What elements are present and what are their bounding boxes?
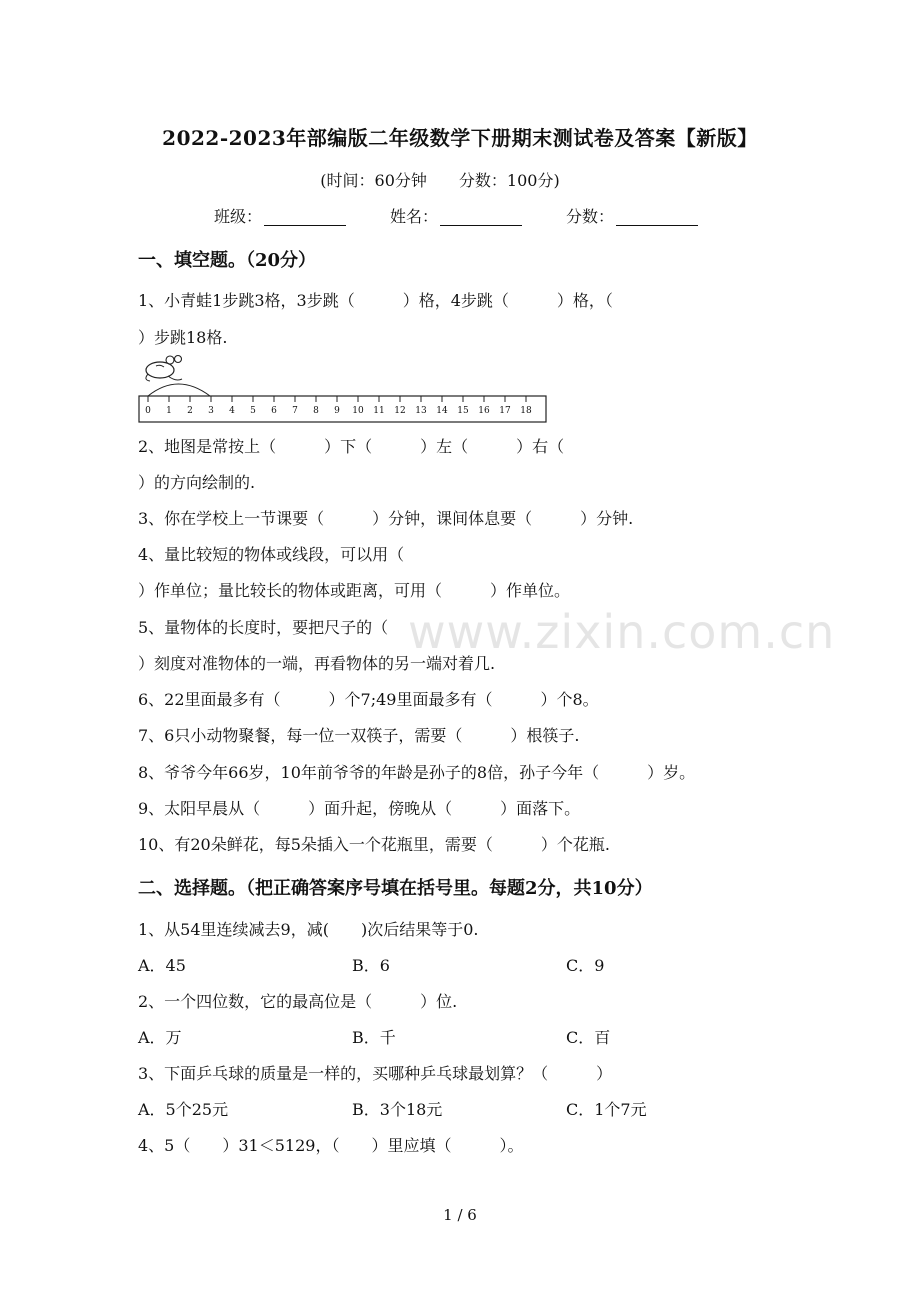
option-a: A．万 (138, 1028, 182, 1047)
number-line-label: 7 (292, 406, 298, 416)
class-blank (264, 209, 346, 226)
s1-line: 8、爷爷今年66岁，10年前爷爷的年龄是孙子的8倍，孙子今年（ ）岁。 (138, 763, 696, 782)
name-blank (440, 209, 522, 226)
number-line-label: 8 (313, 406, 319, 416)
number-line-label: 0 (145, 406, 151, 416)
s2-options (138, 1097, 778, 1119)
number-line-label: 15 (457, 406, 469, 416)
s1-line: 10、有20朵鲜花，每5朵插入一个花瓶里，需要（ ）个花瓶. (138, 835, 610, 854)
number-line-label: 2 (187, 406, 193, 416)
s1-line: 2、地图是常按上（ ）下（ ）左（ ）右（ (138, 437, 565, 456)
option-b: B．千 (352, 1028, 396, 1047)
s1-line: ）步跳18格. (138, 328, 228, 347)
number-line-label: 12 (394, 406, 406, 416)
option-c: C．百 (566, 1028, 611, 1047)
s1-line: 6、22里面最多有（ ）个7;49里面最多有（ ）个8。 (138, 690, 599, 709)
score-label: 分数： (566, 207, 615, 226)
s2-question: 4、5（ ）31＜5129，（ ）里应填（ ）。 (138, 1136, 524, 1155)
number-line-label: 18 (520, 406, 532, 416)
option-b: B．6 (352, 956, 390, 975)
watermark: www.zixin.com.cn (408, 605, 836, 659)
section2-title: 二、选择题。（把正确答案序号填在括号里。每题2分，共10分） (138, 878, 653, 899)
s2-options (138, 953, 778, 975)
number-line-label: 6 (271, 406, 277, 416)
s1-line: ）的方向绘制的. (138, 473, 256, 492)
s1-line: 7、6只小动物聚餐，每一位一双筷子，需要（ ）根筷子. (138, 726, 580, 745)
number-line-label: 13 (415, 406, 427, 416)
option-a: A．45 (138, 956, 186, 975)
frog-icon (146, 356, 182, 382)
number-line-figure (138, 350, 548, 430)
option-a: A．5个25元 (138, 1100, 229, 1119)
number-line-label: 14 (436, 406, 448, 416)
option-c: C．1个7元 (566, 1100, 647, 1119)
s1-line: 3、你在学校上一节课要（ ）分钟，课间体息要（ ）分钟. (138, 509, 634, 528)
number-line-label: 3 (208, 406, 214, 416)
page-number: 1 / 6 (443, 1206, 477, 1224)
number-line-label: 11 (373, 406, 385, 416)
s2-question: 3、下面乒乓球的质量是一样的，买哪种乒乓球最划算？（ ） (138, 1064, 613, 1083)
number-line-label: 10 (352, 406, 364, 416)
s1-line: 5、量物体的长度时，要把尺子的（ (138, 618, 389, 637)
s1-line: ）作单位；量比较长的物体或距离，可用（ ）作单位。 (138, 581, 571, 600)
s2-options (138, 1025, 778, 1047)
score-blank (616, 209, 698, 226)
score-field (566, 204, 698, 227)
exam-subtitle: (时间：60分钟 分数：100分) (320, 171, 560, 190)
number-line-label: 1 (166, 406, 172, 416)
number-line-label: 9 (334, 406, 340, 416)
number-line-label: 16 (478, 406, 490, 416)
number-line-label: 17 (499, 406, 511, 416)
name-label: 姓名： (390, 207, 439, 226)
s2-question: 2、一个四位数，它的最高位是（ ）位. (138, 992, 458, 1011)
name-field (390, 204, 522, 227)
s1-line: 1、小青蛙1步跳3格，3步跳（ ）格，4步跳（ ）格，（ (138, 291, 613, 310)
class-field (214, 204, 346, 227)
s1-line: 4、量比较短的物体或线段，可以用（ (138, 545, 405, 564)
number-line-label: 4 (229, 406, 235, 416)
s1-line: 9、太阳早晨从（ ）面升起，傍晚从（ ）面落下。 (138, 799, 581, 818)
s2-question: 1、从54里连续减去9，减( )次后结果等于0. (138, 920, 479, 939)
class-label: 班级： (214, 207, 263, 226)
section1-title: 一、填空题。（20分） (138, 250, 317, 271)
option-b: B．3个18元 (352, 1100, 443, 1119)
page-title: 2022-2023年部编版二年级数学下册期末测试卷及答案【新版】 (162, 126, 758, 150)
option-c: C．9 (566, 956, 605, 975)
number-line-label: 5 (250, 406, 256, 416)
jump-arc (148, 384, 210, 396)
s1-line: ）刻度对准物体的一端，再看物体的另一端对着几. (138, 654, 496, 673)
